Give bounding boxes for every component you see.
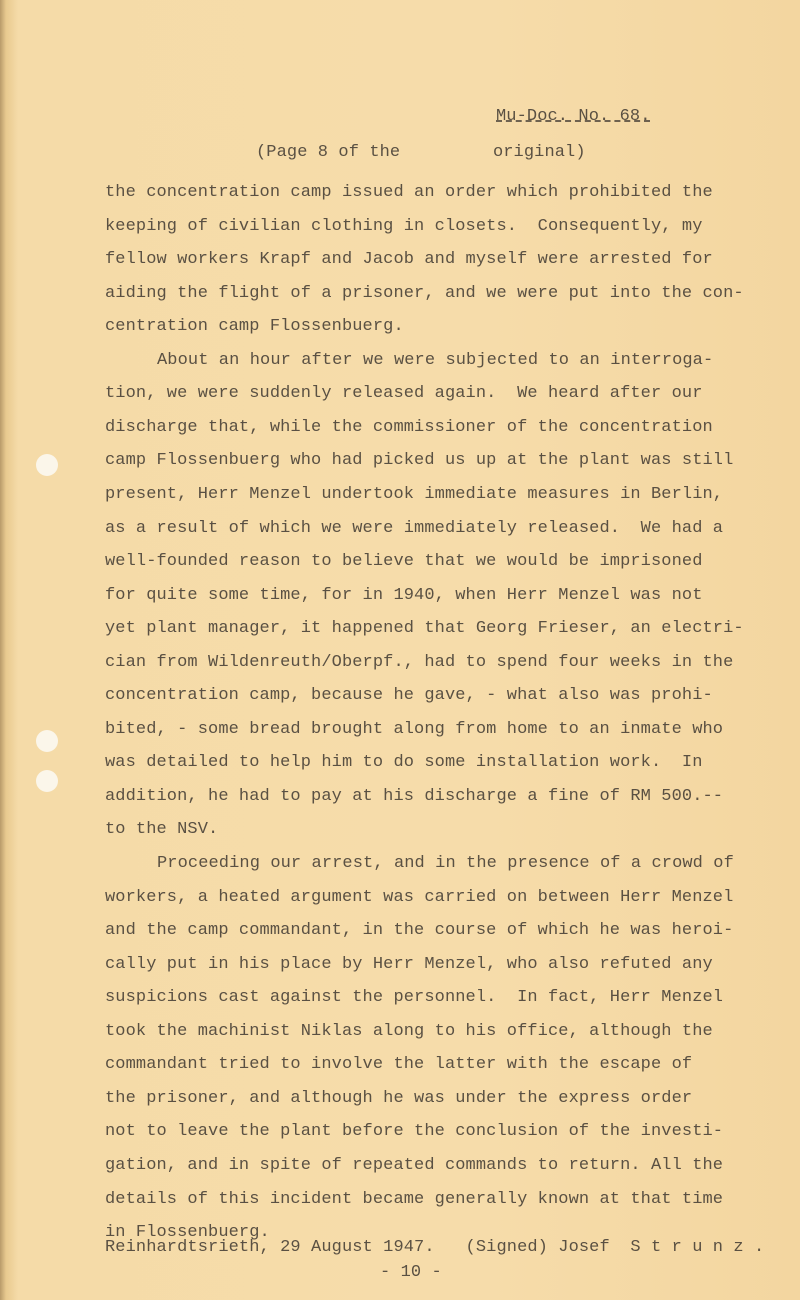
page-note: (Page 8 of the original): [256, 143, 586, 162]
text-line: aiding the flight of a prisoner, and we were put into the con-: [105, 283, 744, 303]
text-line: in Flossenbuerg.: [105, 1223, 270, 1243]
text-line: for quite some time, for in 1940, when Herr Menzel was not: [105, 585, 703, 605]
document-number: Mu-Doc. No. 68.: [496, 107, 651, 126]
text-line: cian from Wildenreuth/Oberpf., had to spend four weeks in the: [105, 652, 734, 672]
text-line: concentration camp, because he gave, - what also was prohi-: [105, 686, 713, 706]
text-line: well-founded reason to believe that we would be imprisoned: [105, 552, 703, 572]
page-number: - 10 -: [380, 1263, 442, 1282]
text-line: discharge that, while the commissioner of the concentration: [105, 417, 713, 437]
text-line: not to leave the plant before the conclusion of the investi-: [105, 1122, 724, 1142]
text-line: keeping of civilian clothing in closets. Consequently, my: [105, 216, 703, 236]
text-line: present, Herr Menzel undertook immediate measures in Berlin,: [105, 484, 724, 504]
text-line: addition, he had to pay at his discharge a fine of RM 500.--: [105, 786, 724, 806]
text-line: and the camp commandant, in the course of which he was heroi-: [105, 921, 734, 941]
text-line: workers, a heated argument was carried on between Herr Menzel: [105, 887, 734, 907]
text-line: commandant tried to involve the latter with the escape of: [105, 1055, 693, 1075]
text-line: bited, - some bread brought along from home to an inmate who: [105, 719, 724, 739]
text-line: the prisoner, and although he was under the express order: [105, 1088, 693, 1108]
text-line: About an hour after we were subjected to an interroga-: [157, 350, 714, 370]
text-line: took the machinist Niklas along to his office, although the: [105, 1021, 713, 1041]
text-line: was detailed to help him to do some installation work. In: [105, 753, 703, 773]
text-line: details of this incident became generally known at that time: [105, 1189, 724, 1209]
text-line: suspicions cast against the personnel. In fact, Herr Menzel: [105, 988, 724, 1008]
text-line: cally put in his place by Herr Menzel, who also refuted any: [105, 954, 713, 974]
text-line: fellow workers Krapf and Jacob and myself were arrested for: [105, 250, 713, 270]
punch-hole: [36, 770, 58, 792]
punch-hole: [36, 730, 58, 752]
text-line: tion, we were suddenly released again. We heard after our: [105, 384, 703, 404]
text-line: camp Flossenbuerg who had picked us up at the plant was still: [105, 451, 734, 471]
text-line: to the NSV.: [105, 820, 219, 840]
text-line: as a result of which we were immediately released. We had a: [105, 518, 724, 538]
signature-line: Reinhardtsrieth, 29 August 1947. (Signed) Josef S t r u n z .: [105, 1238, 765, 1257]
text-line: gation, and in spite of repeated commands to return. All the: [105, 1155, 724, 1175]
text-line: yet plant manager, it happened that Georg Frieser, an electri-: [105, 619, 744, 639]
text-line: Proceeding our arrest, and in the presence of a crowd of: [157, 854, 734, 873]
text-line: centration camp Flossenbuerg.: [105, 317, 404, 337]
text-line: the concentration camp issued an order which prohibited the: [105, 183, 713, 202]
punch-hole: [36, 454, 58, 476]
